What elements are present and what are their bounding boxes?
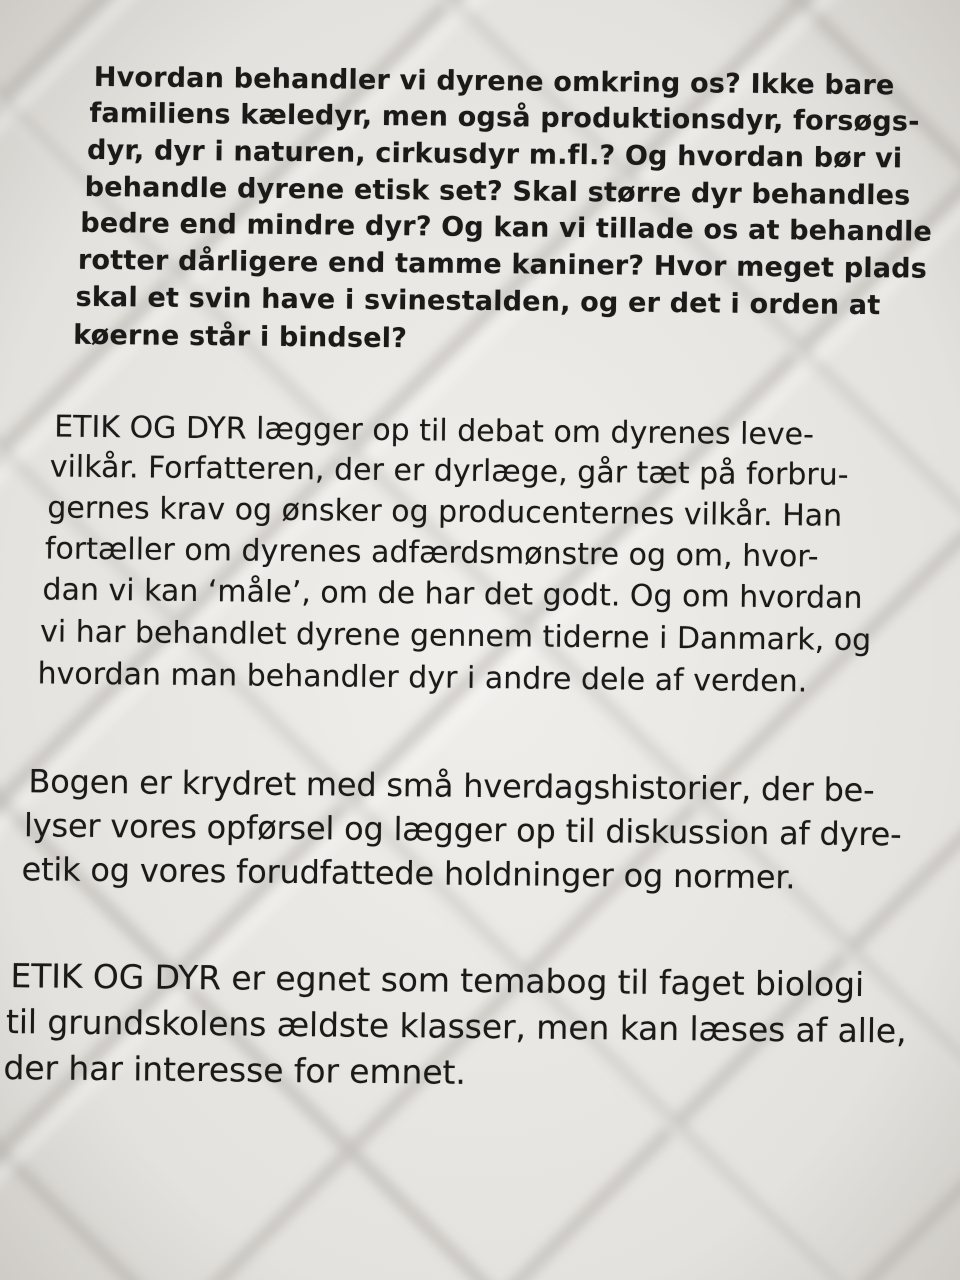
text-line: familiens kæledyr, men også produktionsdyr, forsøgs- xyxy=(89,97,920,138)
text-line: der har interesse for emnet. xyxy=(3,1048,466,1092)
text-line: vilkår. Forfatteren, der er dyrlæge, går tæt på forbru- xyxy=(49,449,849,493)
text-line: skal et svin have i svinestalden, og er det i orden at xyxy=(75,281,881,322)
text-line: behandle dyrene etisk set? Skal større dyr behandles xyxy=(84,171,911,212)
text-line: Hvordan behandler vi dyrene omkring os? Ikke bare xyxy=(93,61,895,102)
text-line: Bogen er krydret med små hverdagshistorier, der be- xyxy=(28,762,875,810)
text-line: til grundskolens ældste klasser, men kan læses af alle, xyxy=(5,1002,907,1051)
text-line: vi har behandlet dyrene gennem tiderne i Danmark, og xyxy=(39,614,872,659)
text-line: hvordan man behandler dyr i andre dele af verden. xyxy=(37,656,808,700)
text-line: rotter dårligere end tamme kaniner? Hvor meget plads xyxy=(77,244,928,285)
text-line: gernes krav og ønsker og producenternes vilkår. Han xyxy=(47,490,843,534)
text-line: fortæller om dyrenes adfærdsmønstre og om, hvor- xyxy=(44,531,819,575)
text-line: køerne står i bindsel? xyxy=(73,319,408,355)
text-line: ETIK OG DYR er egnet som temabog til faget biologi xyxy=(10,956,865,1005)
text-line: lyser vores opførsel og lægger op til diskussion af dyre- xyxy=(23,806,902,854)
text-line: ETIK OG DYR lægger op til debat om dyrenes leve- xyxy=(54,409,815,453)
text-line: dyr, dyr i naturen, cirkusdyr m.fl.? Og hvordan bør vi xyxy=(86,134,903,175)
text-line: dan vi kan ‘måle’, om de har det godt. Og om hvordan xyxy=(42,572,863,617)
text-line: bedre end mindre dyr? Og kan vi tillade os at behandle xyxy=(80,207,933,248)
text-line: etik og vores forudfattede holdninger og normer. xyxy=(21,850,796,897)
